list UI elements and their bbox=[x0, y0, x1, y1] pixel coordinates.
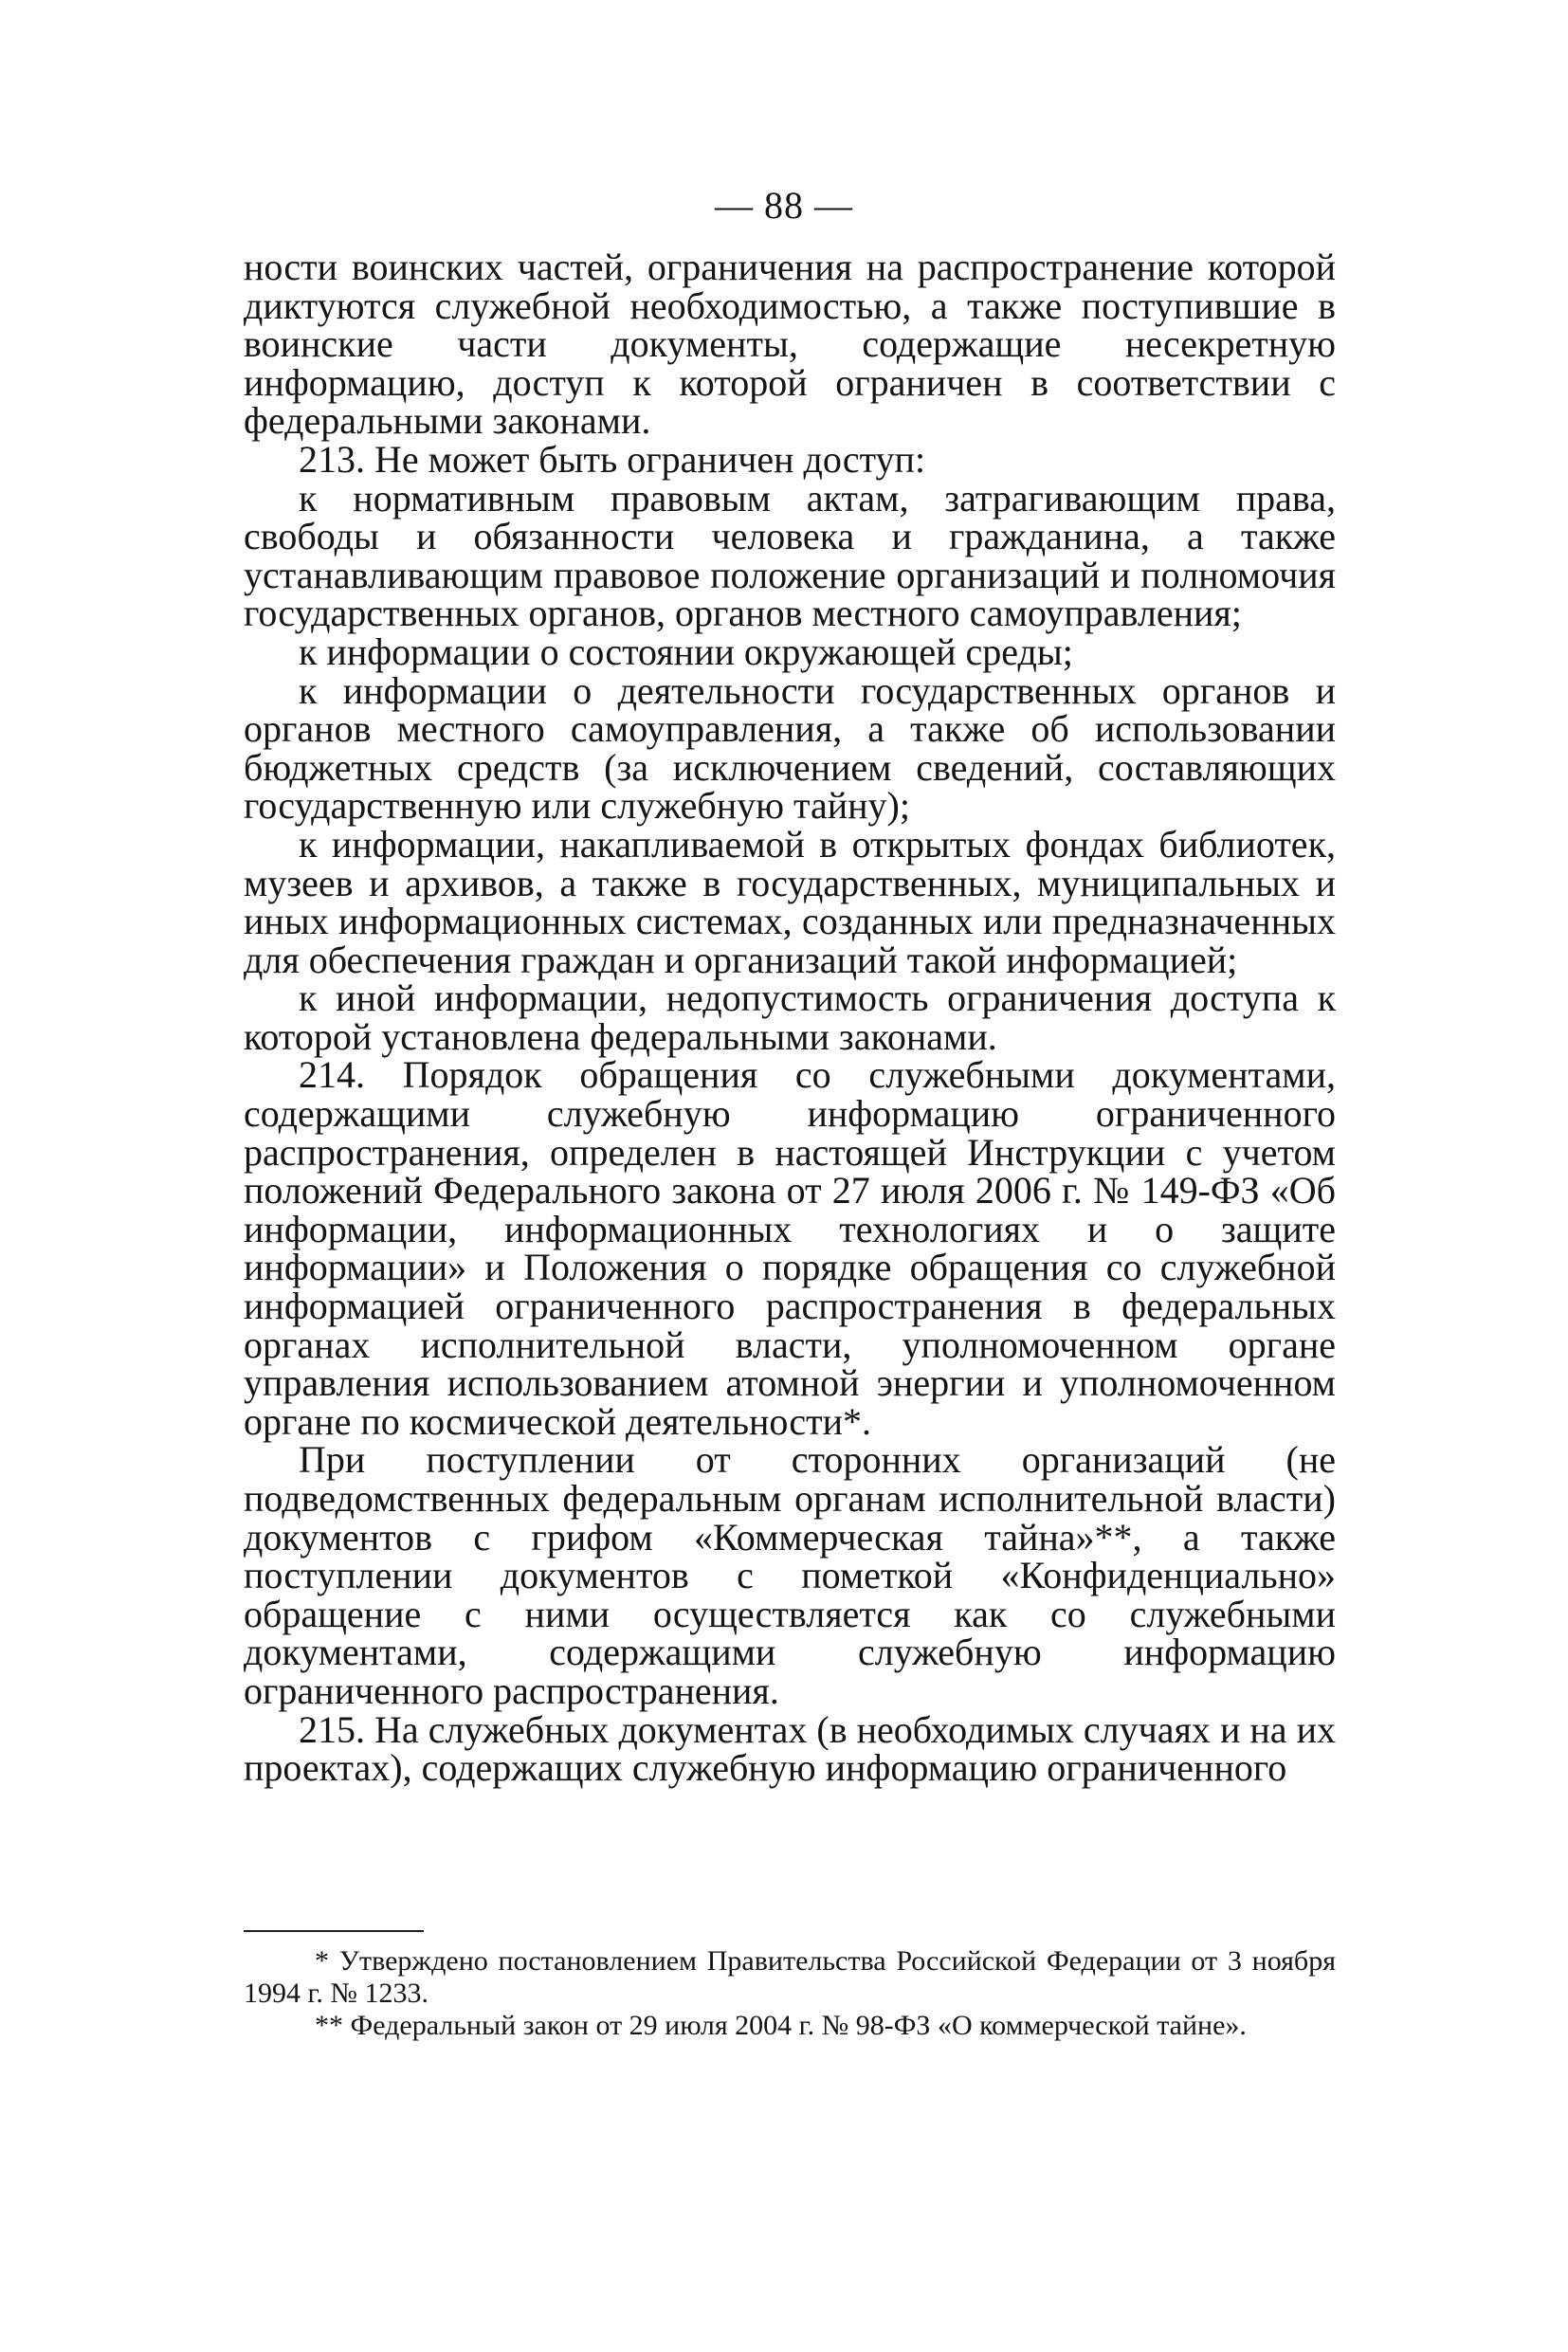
paragraph-214: 214. Порядок обращения со служебными документами, содержащими служебную информацию ограниченного распространения, определен в настоящей Инструкции с учетом положений Федерального закона от 27 июля 2006 г. № 149-ФЗ «Об информации, информационных технологиях и о защите информации» и Положения о порядке обращения со служебной информацией ограниченного распространения в федеральных органах исполнительной власти, уполномоченном органе управления использованием атомной энергии и уполномоченном органе по космической деятельности*. bbox=[244, 1053, 1336, 1443]
paragraph-item-library-funds: к информации, накапливаемой в открытых фондах библиотек, музеев и архивов, а также в государственных, муниципальных и иных информационных системах, созданных или предназначенных для обеспечения граждан и организаций такой информацией; bbox=[244, 822, 1336, 981]
paragraph-item-government-activity: к информации о деятельности государственных органов и органов местного самоуправления, а также об использовании бюджетных средств (за исключением сведений, составляющих государственную или служебную тайну); bbox=[244, 668, 1336, 828]
paragraph-item-environment: к информации о состоянии окружающей среды; bbox=[299, 629, 1073, 673]
footnote-2: ** Федеральный закон от 29 июля 2004 г. № 98-ФЗ «О коммерческой тайне». bbox=[315, 2010, 1247, 2041]
paragraph-215: 215. На служебных документах (в необходимых случаях и на их проектах), содержащих служебную информацию ограниченного bbox=[244, 1707, 1336, 1790]
footnote-1: * Утверждено постановлением Правительства Российской Федерации от 3 ноября 1994 г. № 1233. bbox=[244, 1945, 1336, 2009]
page-number: — 88 — bbox=[715, 184, 853, 227]
paragraph-commercial-secret: При поступлении от сторонних организаций (не подведомственных федеральным органам исполнительной власти) документов с грифом «Коммерческая тайна»**, а также поступлении документов с пометкой «Конфиденциально» обращение с ними осуществляется как со служебными документами, содержащими служебную информацию ограниченного распространения. bbox=[244, 1438, 1336, 1712]
paragraph-continuation: ности воинских частей, ограничения на распространение которой диктуются служебной необходимостью, а также поступившие в воинские части документы, содержащие несекретную информацию, доступ к которой ограничен в соответствии с федеральными законами. bbox=[244, 246, 1336, 443]
body-text bbox=[244, 248, 1336, 1788]
paragraph-item-other-information: к иной информации, недопустимость ограничения доступа к которой установлена федеральными законами. bbox=[244, 976, 1336, 1058]
footnotes bbox=[244, 1945, 1336, 2042]
paragraph-item-normative-acts: к нормативным правовым актам, затрагивающим права, свободы и обязанности человека и гражданина, а также устанавливающим правовое положение организаций и полномочия государственных органов, органов местного самоуправления; bbox=[244, 476, 1336, 635]
footnote-divider bbox=[244, 1930, 424, 1932]
paragraph-213-heading: 213. Не может быть ограничен доступ: bbox=[299, 437, 926, 481]
